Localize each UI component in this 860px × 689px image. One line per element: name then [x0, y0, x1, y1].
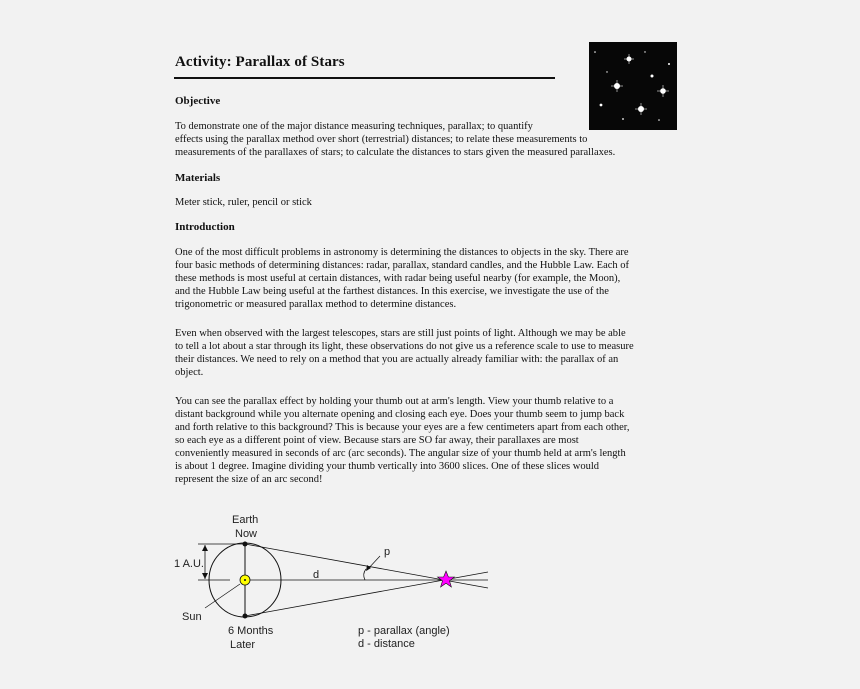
au-arrow-up-icon [202, 545, 208, 551]
intro-paragraph-3: You can see the parallax effect by holding your thumb out at arm's length. View your thumb relative to a distant background while you alternate opening and closing each eye. Does your thumb seem to jump back and forth relative to this background? This is because your eyes are a few centimeters apart from each other, so each eye as a different point of view. Because stars are SO far away, their parallaxes are most conveniently measured in seconds of arc (arc seconds). The angular size of your thumb held at arm's length is about 1 degree. Imagine dividing your thumb vertically into 3600 slices. One of these slices would represent the size of an arc second! [175, 396, 630, 485]
later-label-2: Later [230, 639, 256, 651]
page-title: Activity: Parallax of Stars [175, 54, 345, 70]
earth-now-label-1: Earth [232, 514, 259, 526]
objective-heading: Objective [175, 95, 221, 107]
legend-distance: d - distance [358, 638, 415, 650]
earth-now-dot [243, 542, 248, 547]
earth-now-label-2: Now [235, 528, 258, 540]
sun-label: Sun [182, 611, 202, 623]
sun-pointer [205, 584, 240, 608]
title-rule [174, 77, 555, 79]
introduction-heading: Introduction [175, 221, 235, 233]
sun-icon [240, 575, 250, 585]
objective-text: To demonstrate one of the major distance measuring techniques, parallax; to quantify effects using the parallax method over short (terrestrial) distances; to relate these measurements to measurements of the parallaxes of stars; to calculate the distances to stars given the measured parallaxes. [175, 121, 616, 158]
star-icon [438, 571, 455, 587]
materials-heading: Materials [175, 172, 221, 184]
parallax-angle-arc [364, 569, 366, 580]
later-label-1: 6 Months [228, 625, 274, 637]
au-arrow-down-icon [202, 573, 208, 579]
intro-paragraph-1: One of the most difficult problems in astronomy is determining the distances to objects in the sky. There are four basic methods of determining distances: radar, parallax, standard candles, and the Hubble Law. Each of these methods is most useful at certain distances, with radar being useful nearby (for example, the Moon), and the Hubble Law being useful at the farthest distances. In this exercise, we investigate the use of the trigonometric or measured parallax method to determine distances. [175, 247, 630, 310]
parallax-diagram [170, 508, 500, 658]
intro-paragraph-2: Even when observed with the largest telescopes, stars are still just points of light. Although we may be able to tell a lot about a star through its light, these observations do not give us a reference scale to use to measure their distances. We need to rely on a method that you are actually already familiar with: the parallax of an object. [175, 328, 634, 378]
star-field-photo [589, 42, 677, 130]
au-label: 1 A.U. [174, 558, 204, 570]
parallax-p-label: p [384, 546, 391, 558]
distance-d-label: d [313, 569, 320, 581]
earth-later-dot [243, 614, 248, 619]
legend-parallax: p - parallax (angle) [358, 625, 450, 637]
materials-text: Meter stick, ruler, pencil or stick [175, 197, 312, 208]
